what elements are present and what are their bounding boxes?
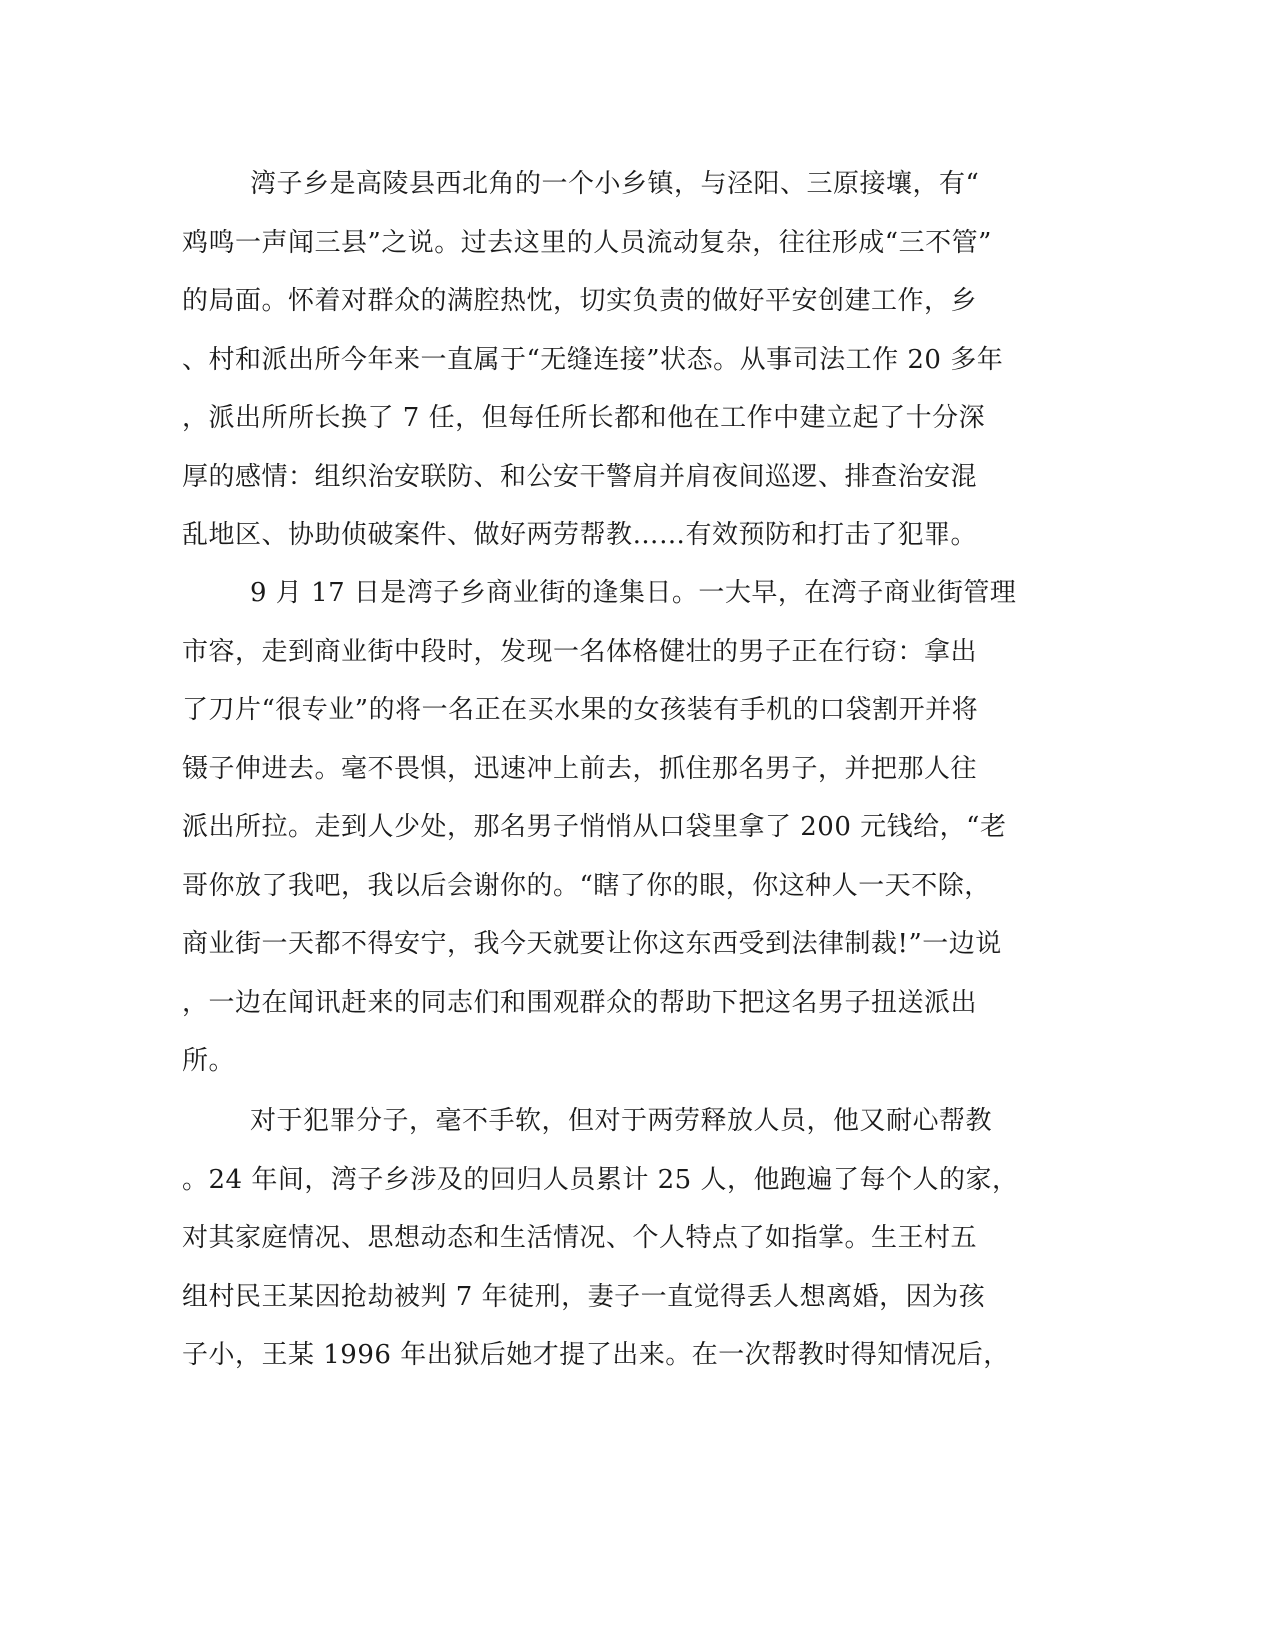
paragraph-line: 的局面。怀着对群众的满腔热忱，切实负责的做好平安创建工作，乡 xyxy=(182,286,978,316)
paragraph-2 xyxy=(182,564,1042,1091)
paragraph-line: 组村民王某因抢劫被判 7 年徒刑，妻子一直觉得丢人想离婚，因为孩 xyxy=(182,1281,986,1312)
paragraph-line: 厚的感情：组织治安联防、和公安干警肩并肩夜间巡逻、排查治安混 xyxy=(182,461,978,492)
paragraph-line: 鸡鸣一声闻三县”之说。过去这里的人员流动复杂，往往形成“三不管” xyxy=(182,227,992,258)
paragraph-line: 商业街一天都不得安宁，我今天就要让你这东西受到法律制裁!”一边说 xyxy=(182,929,1002,959)
paragraph-line: 湾子乡是高陵县西北角的一个小乡镇，与泾阳、三原接壤，有“ xyxy=(250,169,980,199)
paragraph-line: ，一边在闻讯赶来的同志们和围观群众的帮助下把这名男子扭送派出 xyxy=(182,987,978,1018)
paragraph-line: 派出所拉。走到人少处，那名男子悄悄从口袋里拿了 200 元钱给，“老 xyxy=(182,812,1007,842)
paragraph-line: 市容，走到商业街中段时，发现一名体格健壮的男子正在行窃：拿出 xyxy=(182,636,978,667)
paragraph-line: 所。 xyxy=(182,1046,236,1076)
paragraph-3 xyxy=(182,1092,1042,1385)
paragraph-line: 。24 年间，湾子乡涉及的回归人员累计 25 人，他跑遍了每个人的家， xyxy=(182,1164,1019,1195)
paragraph-line: 对于犯罪分子，毫不手软，但对于两劳释放人员，他又耐心帮教 xyxy=(250,1106,993,1136)
paragraph-line: 对其家庭情况、思想动态和生活情况、个人特点了如指掌。生王村五 xyxy=(182,1223,978,1253)
paragraph-line: 镊子伸进去。毫不畏惧，迅速冲上前去，抓住那名男子，并把那人往 xyxy=(182,753,978,784)
paragraph-line: 了刀片“很专业”的将一名正在买水果的女孩装有手机的口袋割开并将 xyxy=(182,695,979,725)
paragraph-line: 子小，王某 1996 年出狱后她才提了出来。在一次帮教时得知情况后， xyxy=(182,1340,1010,1370)
paragraph-line: 哥你放了我吧，我以后会谢你的。“瞎了你的眼，你这种人一天不除， xyxy=(182,870,991,901)
paragraph-line: 、村和派出所今年来一直属于“无缝连接”状态。从事司法工作 20 多年 xyxy=(182,344,1004,375)
paragraph-1 xyxy=(182,155,1042,565)
paragraph-line: ，派出所所长换了 7 任，但每任所长都和他在工作中建立起了十分深 xyxy=(182,403,986,433)
paragraph-line: 9 月 17 日是湾子乡商业街的逢集日。一大早，在湾子商业街管理 xyxy=(250,578,1017,608)
paragraph-line: 乱地区、协助侦破案件、做好两劳帮教……有效预防和打击了犯罪。 xyxy=(182,520,978,550)
